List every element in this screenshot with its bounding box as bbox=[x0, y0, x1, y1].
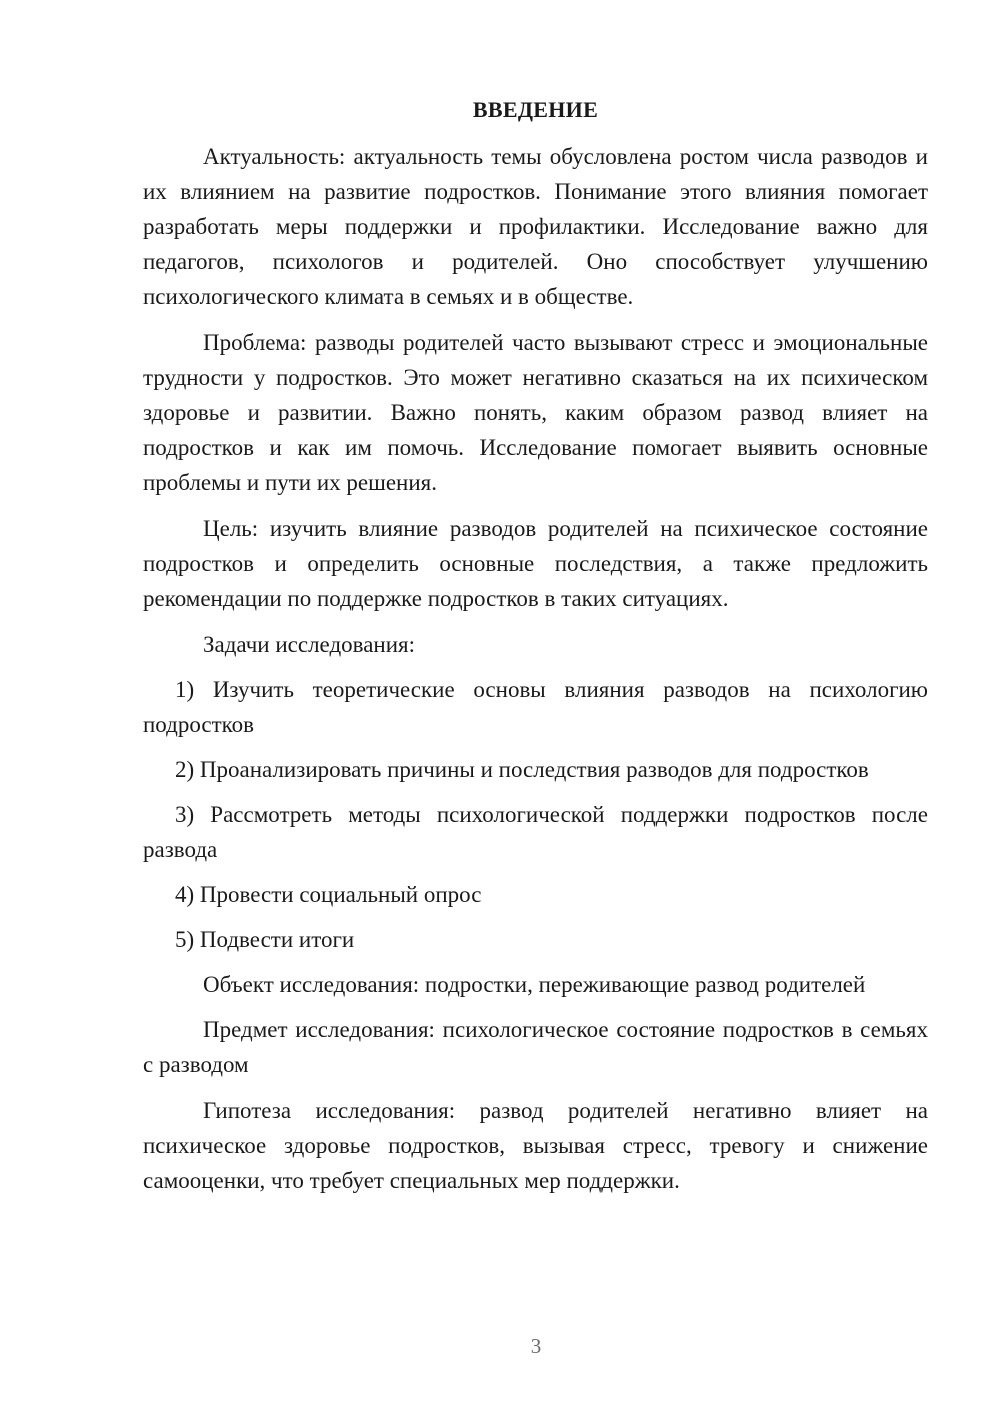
task-item-3: 3) Рассмотреть методы психологической поддержки подростков после развода bbox=[143, 802, 928, 862]
task-item-2: 2) Проанализировать причины и последствия разводов для подростков bbox=[175, 757, 869, 782]
subject-paragraph: Предмет исследования: психологическое состояние подростков в семьях с разводом bbox=[143, 1017, 928, 1077]
task-item-1: 1) Изучить теоретические основы влияния разводов на психологию подростков bbox=[143, 677, 928, 737]
task-item-5: 5) Подвести итоги bbox=[175, 927, 355, 952]
problem-paragraph: Проблема: разводы родителей часто вызывают стресс и эмоциональные трудности у подростков. Это может негативно сказаться на их психическом здоровье и развитии. Важно понять, каким образом развод влияет на подростков и как им помочь. Исследование помогает выявить основные проблемы и пути их решения. bbox=[143, 330, 928, 495]
tasks-heading: Задачи исследования: bbox=[203, 632, 416, 657]
page-number: 3 bbox=[530, 1334, 542, 1358]
task-item-4: 4) Провести социальный опрос bbox=[175, 882, 482, 907]
page-content bbox=[143, 92, 928, 1209]
goal-paragraph: Цель: изучить влияние разводов родителей на психическое состояние подростков и определить основные последствия, а также предложить рекомендации по поддержке подростков в таких ситуациях. bbox=[143, 516, 928, 611]
object-paragraph: Объект исследования: подростки, переживающие развод родителей bbox=[203, 972, 866, 997]
hypothesis-paragraph: Гипотеза исследования: развод родителей негативно влияет на психическое здоровье подростков, вызывая стресс, тревогу и снижение самооценки, что требует специальных мер поддержки. bbox=[143, 1098, 928, 1193]
section-title: ВВЕДЕНИЕ bbox=[472, 97, 599, 122]
relevance-paragraph: Актуальность: актуальность темы обусловлена ростом числа разводов и их влиянием на развитие подростков. Понимание этого влияния помогает разработать меры поддержки и профилактики. Исследование важно для педагогов, психологов и родителей. Оно способствует улучшению психологического климата в семьях и в обществе. bbox=[143, 144, 928, 309]
